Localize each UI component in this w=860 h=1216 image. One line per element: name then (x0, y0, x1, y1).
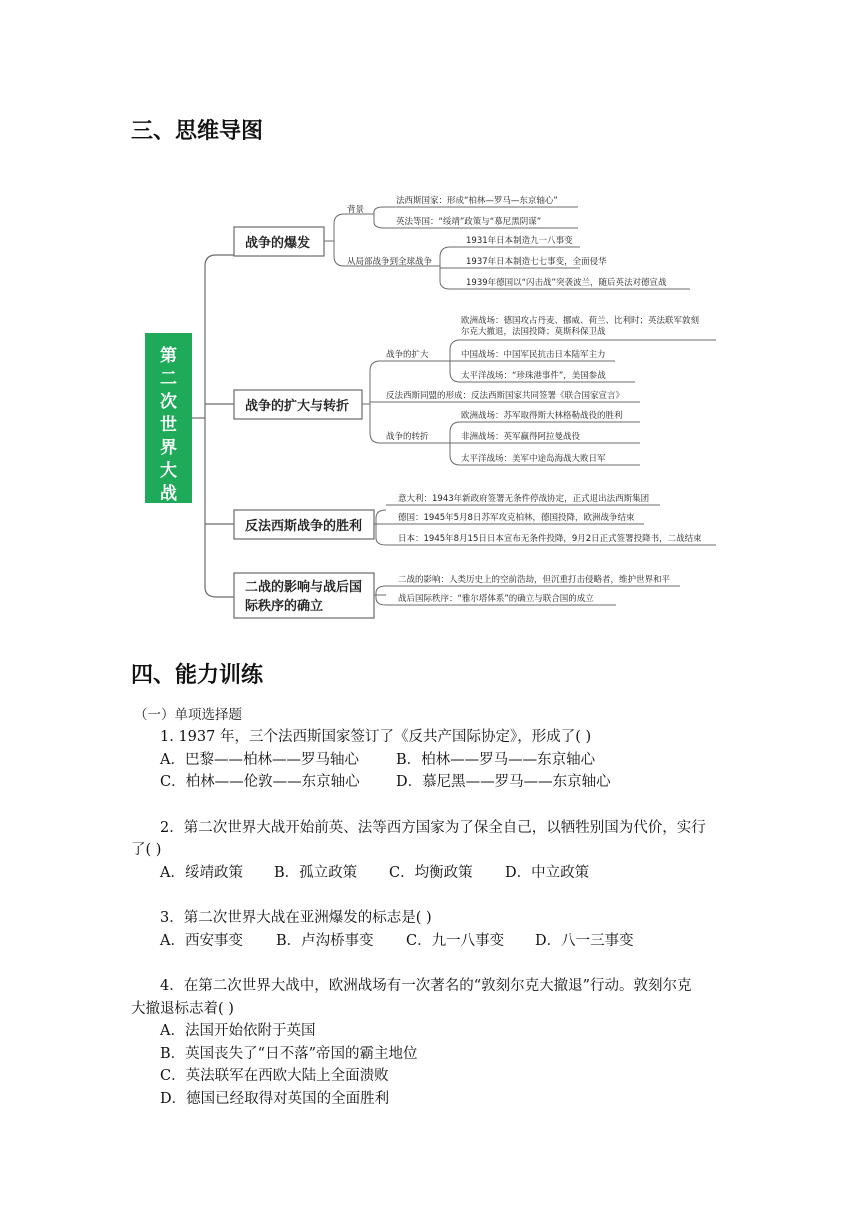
q1-option-a: A．巴黎——柏林——罗马轴心 (160, 752, 359, 768)
q4-option-a: A．法国开始依附于英国 (160, 1023, 316, 1039)
leaf-1931: 1931年日本制造九一八事变 (466, 236, 573, 246)
q1-option-b: B．柏林——罗马——东京轴心 (396, 752, 596, 768)
leaf-pacific-pearl-harbor: 太平洋战场：“珍珠港事件”，美国参战 (461, 371, 606, 381)
group-label-local-to-global: 从局部战争到全球战争 (347, 257, 433, 267)
mindmap-root-char: 界 (160, 438, 177, 458)
leaf-china-front: 中国战场：中国军民抗击日本陆军主力 (461, 350, 606, 360)
q1-option-c: C．柏林——伦敦——东京轴心 (160, 774, 360, 790)
q2-option-a: A．绥靖政策 (160, 865, 243, 881)
q2-option-b: B．孤立政策 (274, 865, 358, 881)
q2-option-c: C．均衡政策 (389, 865, 473, 881)
q4-option-b: B．英国丧失了“日不落”帝国的霸主地位 (160, 1046, 418, 1062)
leaf-el-alamein: 非洲战场：英军赢得阿拉曼战役 (461, 432, 581, 442)
leaf-ww2-impact: 二战的影响：人类历史上的空前浩劫，但沉重打击侵略者，维护世界和平 (398, 575, 671, 585)
question-4-stem-line1: 4．在第二次世界大战中，欧洲战场有一次著名的“敦刻尔克大撤退”行动。敦刻尔克 (160, 978, 692, 994)
q4-option-d: D．德国已经取得对英国的全面胜利 (160, 1091, 390, 1107)
leaf-italy: 意大利：1943年新政府签署无条件停战协定，正式退出法西斯集团 (398, 494, 650, 504)
leaf-fascist-axis: 法西斯国家：形成“柏林—罗马—东京轴心” (396, 196, 558, 206)
section-4-title: 四、能力训练 (131, 663, 264, 688)
q4-option-c: C．英法联军在西欧大陆上全面溃败 (160, 1068, 389, 1084)
leaf-germany: 德国：1945年5月8日苏军攻克柏林，德国投降，欧洲战争结束 (398, 513, 635, 523)
branch-label-expansion: 战争的扩大与转折 (245, 399, 350, 414)
leaf-europe-expansion: 欧洲战场：德国攻占丹麦、挪威、荷兰、比利时；英法联军敦刻尔克大撤退，法国投降；莫斯科保卫战 (461, 316, 700, 337)
q1-option-d: D．慕尼黑——罗马——东京轴心 (396, 774, 611, 790)
leaf-postwar-order: 战后国际秩序：“雅尔塔体系”的确立与联合国的成立 (398, 594, 594, 604)
mindmap-root-char: 二 (160, 369, 177, 389)
question-1-stem: 1. 1937 年，三个法西斯国家签订了《反共产国际协定》，形成了( ) (160, 729, 592, 745)
group-label-turning-point: 战争的转折 (386, 432, 429, 442)
mindmap-root-char: 次 (160, 392, 177, 412)
group-label-expansion: 战争的扩大 (386, 350, 429, 360)
leaf-midway: 太平洋战场：美军中途岛海战大败日军 (461, 454, 606, 464)
branch-label-victory: 反法西斯战争的胜利 (245, 519, 363, 534)
question-2-stem-line2: 了( ) (131, 842, 162, 858)
branch-label-outbreak: 战争的爆发 (245, 236, 311, 251)
group-label-background: 背景 (347, 205, 365, 215)
q3-option-a: A．西安事变 (160, 933, 243, 949)
mindmap-root-char: 第 (160, 346, 177, 366)
question-2-stem-line1: 2．第二次世界大战开始前英、法等西方国家为了保全自己，以牺牲别国为代价，实行 (160, 820, 706, 836)
leaf-stalingrad: 欧洲战场：苏军取得斯大林格勒战役的胜利 (461, 411, 623, 421)
leaf-1937: 1937年日本制造七七事变，全面侵华 (466, 257, 607, 267)
group-label-alliance: 反法西斯同盟的形成：反法西斯国家共同签署《联合国家宣言》 (386, 391, 625, 401)
mindmap-root-char: 战 (160, 484, 177, 504)
branch-label-impact-line2: 际秩序的确立 (245, 599, 324, 614)
leaf-japan: 日本：1945年8月15日日本宣布无条件投降，9月2日正式签署投降书，二战结束 (398, 534, 702, 544)
question-4-stem-line2: 大撤退标志着( ) (131, 1001, 234, 1017)
q3-option-c: C．九一八事变 (406, 933, 505, 949)
mindmap-root-char: 世 (160, 415, 177, 435)
mindmap-root-char: 大 (160, 461, 177, 481)
q3-option-b: B．卢沟桥事变 (276, 933, 374, 949)
q3-option-d: D．八一三事变 (535, 933, 634, 949)
leaf-appeasement: 英法等国：“绥靖”政策与“慕尼黑阴谋” (396, 217, 542, 227)
branch-label-impact-line1: 二战的影响与战后国 (245, 580, 363, 595)
subsection-title: （一）单项选择题 (134, 707, 242, 723)
section-3-title: 三、思维导图 (131, 119, 264, 144)
leaf-1939: 1939年德国以“闪击战”突袭波兰，随后英法对德宣战 (466, 278, 667, 288)
mindmap-root-label (160, 345, 177, 504)
question-3-stem: 3．第二次世界大战在亚洲爆发的标志是( ) (160, 910, 432, 926)
q2-option-d: D．中立政策 (505, 865, 590, 881)
